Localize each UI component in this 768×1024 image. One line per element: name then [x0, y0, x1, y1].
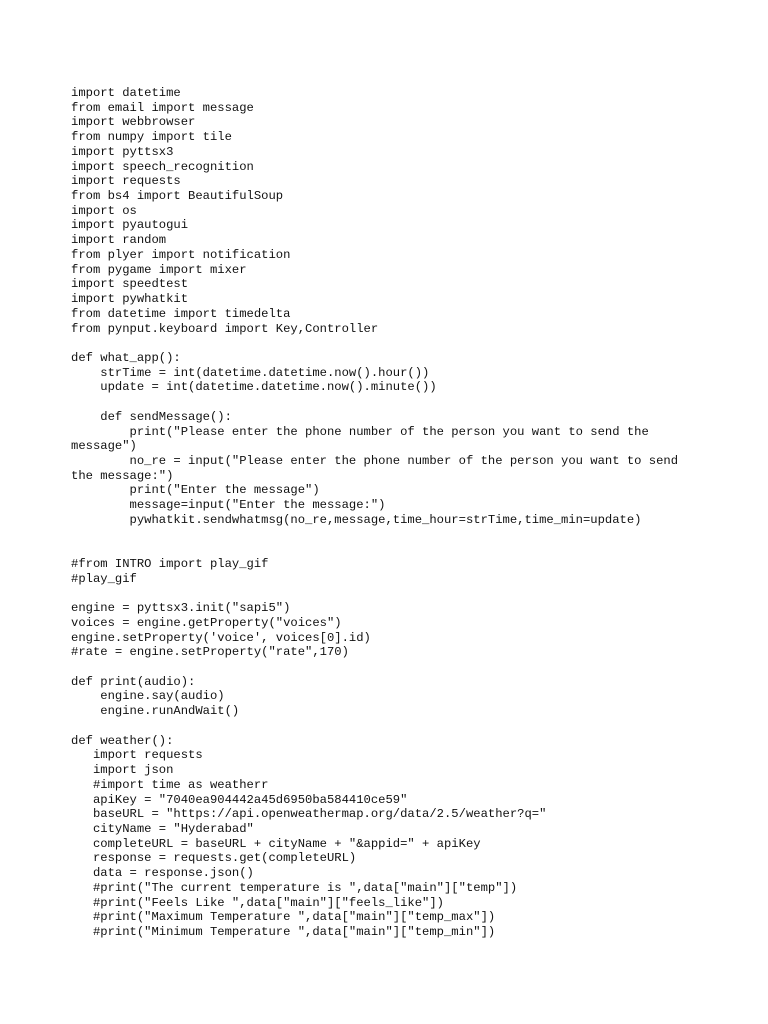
code-line: #import time as weatherr: [71, 777, 269, 792]
code-line: engine.runAndWait(): [71, 704, 240, 719]
code-line: #from INTRO import play_gif: [71, 557, 269, 571]
code-line: print("Enter the message"): [71, 483, 320, 498]
code-line: from numpy import tile: [71, 130, 232, 145]
code-line: no_re = input("Please enter the phone number of the person you want to send: [71, 453, 679, 468]
code-line: [71, 719, 751, 734]
code-line: import json: [71, 763, 174, 778]
code-line: def what_app():: [71, 350, 181, 365]
code-line: def weather():: [71, 733, 174, 748]
code-line: engine.setProperty('voice', voices[0].id): [71, 630, 371, 645]
code-line: [71, 586, 751, 601]
code-line: #print("The current temperature is ",data["main"]["temp"]): [71, 880, 518, 895]
code-line: voices = engine.getProperty("voices"): [71, 615, 342, 630]
code-line: import random: [71, 233, 167, 248]
code-line: [71, 336, 751, 351]
code-line: the message:"): [71, 468, 174, 483]
code-line: [71, 528, 751, 543]
code-line: from bs4 import BeautifulSoup: [71, 189, 284, 204]
code-line: message"): [71, 439, 137, 454]
code-line: #play_gif: [71, 571, 137, 586]
code-line: import pyttsx3: [71, 144, 174, 159]
code-line: [71, 542, 751, 557]
code-line: import requests: [71, 748, 203, 763]
code-line: def sendMessage():: [71, 409, 232, 424]
code-line: [71, 395, 751, 410]
code-line: def print(audio):: [71, 674, 196, 689]
code-line: import speech_recognition: [71, 159, 254, 174]
code-line: engine.say(audio): [71, 689, 225, 704]
code-line: import os: [71, 203, 137, 218]
code-line: response = requests.get(completeURL): [71, 851, 357, 866]
code-line: import pyautogui: [71, 218, 189, 233]
code-line: #print("Maximum Temperature ",data["main"]["temp_max"]): [71, 910, 496, 925]
code-line: data = response.json(): [71, 866, 254, 881]
code-line: cityName = "Hyderabad": [71, 821, 254, 836]
code-line: baseURL = "https://api.openweathermap.org/data/2.5/weather?q=": [71, 807, 547, 822]
code-line: #print("Minimum Temperature ",data["main"]["temp_min"]): [71, 924, 496, 939]
code-line: strTime = int(datetime.datetime.now().hour()): [71, 365, 430, 380]
code-block: [71, 86, 751, 940]
code-line: print("Please enter the phone number of the person you want to send the: [71, 424, 649, 439]
code-line: import datetime: [71, 86, 181, 100]
code-line: engine = pyttsx3.init("sapi5"): [71, 601, 291, 616]
code-line: import pywhatkit: [71, 292, 189, 307]
code-line: update = int(datetime.datetime.now().minute()): [71, 380, 437, 395]
code-line: from pygame import mixer: [71, 262, 247, 277]
code-line: import requests: [71, 174, 181, 189]
code-line: from datetime import timedelta: [71, 306, 291, 321]
code-line: from email import message: [71, 100, 254, 115]
code-line: [71, 660, 751, 675]
code-line: import webbrowser: [71, 115, 196, 130]
code-line: message=input("Enter the message:"): [71, 498, 386, 513]
code-line: #print("Feels Like ",data["main"]["feels_like"]): [71, 895, 444, 910]
code-line: apiKey = "7040ea904442a45d6950ba584410ce59": [71, 792, 408, 807]
code-line: pywhatkit.sendwhatmsg(no_re,message,time_hour=strTime,time_min=update): [71, 512, 642, 527]
code-line: completeURL = baseURL + cityName + "&appid=" + apiKey: [71, 836, 481, 851]
code-line: from plyer import notification: [71, 247, 291, 262]
code-line: import speedtest: [71, 277, 189, 292]
code-line: #rate = engine.setProperty("rate",170): [71, 645, 349, 660]
code-line: from pynput.keyboard import Key,Controller: [71, 321, 379, 336]
